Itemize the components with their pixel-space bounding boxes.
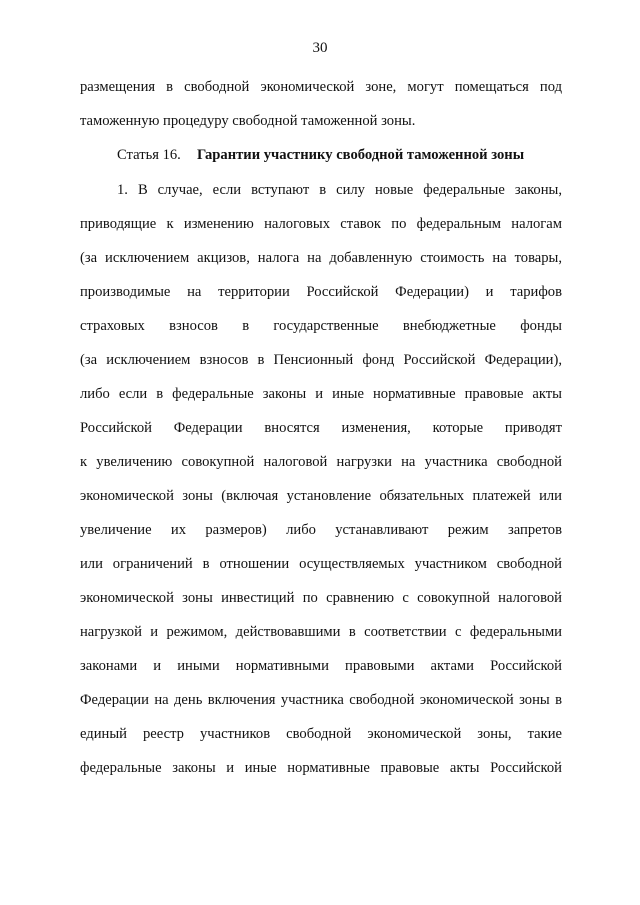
page-number: 30 bbox=[312, 40, 328, 56]
article-heading bbox=[117, 145, 524, 165]
paragraph-line: Федерации на день включения участника свободной экономической зоны в bbox=[80, 692, 562, 708]
paragraph-line: федеральные законы и иные нормативные правовые акты Российской bbox=[80, 760, 562, 776]
paragraph-line: (за исключением взносов в Пенсионный фонд Российской Федерации), bbox=[80, 352, 562, 368]
paragraph-line: производимые на территории Российской Федерации) и тарифов bbox=[80, 284, 562, 300]
paragraph-line: экономической зоны (включая установление обязательных платежей или bbox=[80, 488, 562, 504]
paragraph-line: приводящие к изменению налоговых ставок по федеральным налогам bbox=[80, 216, 562, 232]
paragraph-line: 1. В случае, если вступают в силу новые федеральные законы, bbox=[117, 182, 562, 198]
paragraph-line: экономической зоны инвестиций по сравнению с совокупной налоговой bbox=[80, 590, 562, 606]
paragraph-line: (за исключением акцизов, налога на добавленную стоимость на товары, bbox=[80, 250, 562, 266]
paragraph-line: Российской Федерации вносятся изменения, которые приводят bbox=[80, 420, 562, 436]
paragraph-line: к увеличению совокупной налоговой нагрузки на участника свободной bbox=[80, 454, 562, 470]
paragraph-line: увеличение их размеров) либо устанавливают режим запретов bbox=[80, 522, 562, 538]
paragraph-line: либо если в федеральные законы и иные нормативные правовые акты bbox=[80, 386, 562, 402]
paragraph-line: единый реестр участников свободной экономической зоны, такие bbox=[80, 726, 562, 742]
paragraph-line: законами и иными нормативными правовыми актами Российской bbox=[80, 658, 562, 674]
text-line: таможенную процедуру свободной таможенной зоны. bbox=[80, 113, 416, 129]
paragraph-line: страховых взносов в государственные внебюджетные фонды bbox=[80, 318, 562, 334]
article-title: Гарантии участнику свободной таможенной зоны bbox=[197, 147, 525, 163]
article-number: Статья 16. bbox=[117, 147, 181, 163]
text-line: размещения в свободной экономической зоне, могут помещаться под bbox=[80, 79, 562, 95]
paragraph-line: нагрузкой и режимом, действовавшими в соответствии с федеральными bbox=[80, 624, 562, 640]
paragraph-line: или ограничений в отношении осуществляемых участником свободной bbox=[80, 556, 562, 572]
